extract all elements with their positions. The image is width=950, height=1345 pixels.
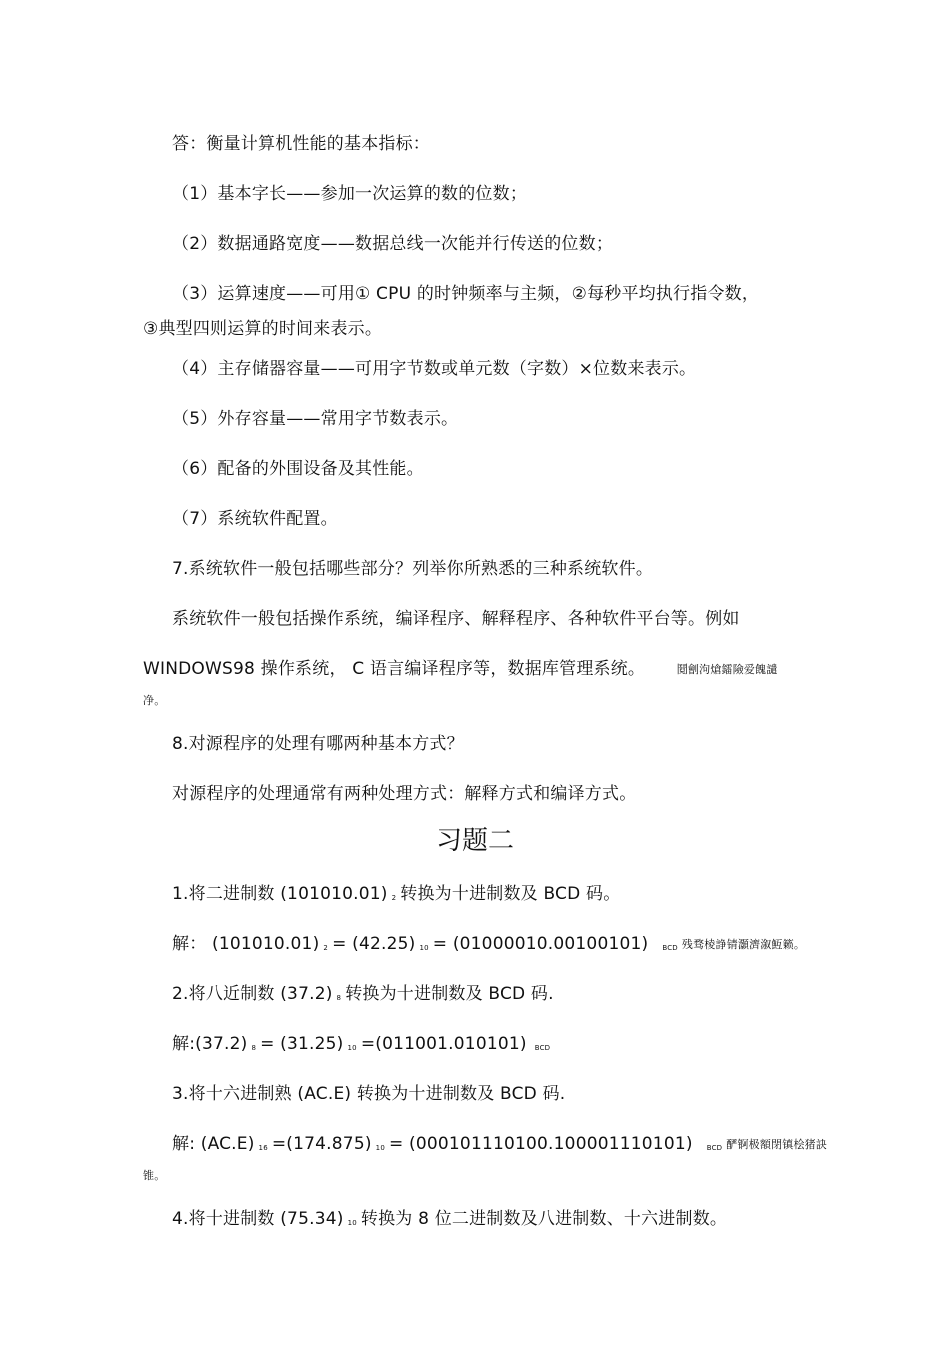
question-2-text-end: 转换为十进制数及 BCD 码. [345,984,554,1004]
bcd-subscript: BCD [534,1044,551,1052]
question-1 [172,883,620,909]
bcd-subscript: BCD [706,1144,723,1152]
answer-1-part-b: = (42.25) [332,934,416,954]
indicator-3-continued: ③典型四则运算的时间来表示。 [143,319,383,339]
answer-7-line-1: 系统软件一般包括操作系统，编译程序、解释程序、各种软件平台等。例如 [172,609,740,629]
question-1-text-end: 转换为十进制数及 BCD 码。 [400,884,621,904]
answer-2 [172,1033,554,1059]
base-subscript: 10 [375,1144,385,1152]
answer-3-part-c: = (000101110100.100001110101) [388,1134,693,1154]
answer-2-part-c: =(011001.010101) [360,1034,527,1054]
answer-3 [172,1133,827,1159]
answer-1-part-c: = (01000010.00100101) [432,934,649,954]
garbled-watermark-text: 鬩劊泃熗鐳險爱餽譴 [676,663,778,676]
answer-3-continued: 锥。 [143,1169,166,1182]
answer-3-part-b: =(174.875) [271,1134,372,1154]
question-4-text-end: 转换为 8 位二进制数及八进制数、十六进制数。 [360,1209,728,1229]
indicator-2: （2）数据通路宽度——数据总线一次能并行传送的位数； [172,234,614,254]
answer-7-line-2 [143,658,778,681]
question-7: 7.系统软件一般包括哪些部分？列举你所熟悉的三种系统软件。 [172,559,654,579]
base-subscript: 8 [336,994,342,1002]
indicator-5: （5）外存容量——常用字节数表示。 [172,409,459,429]
base-subscript: 10 [347,1044,357,1052]
indicator-6: （6）配备的外围设备及其性能。 [172,459,424,479]
indicator-7: （7）系统软件配置。 [172,509,338,529]
question-8: 8.对源程序的处理有哪两种基本方式？ [172,734,464,754]
section-heading: 习题二 [435,826,514,856]
garbled-watermark-text: 残骛棱諍锖灝濟溆魱籁。 [681,938,806,951]
answer-1-part-a: 解： (101010.01) [172,934,320,954]
base-subscript: 10 [419,944,429,952]
question-2-text: 2.将八近制数 (37.2) [172,984,333,1004]
answer-7-text: WINDOWS98 操作系统， C 语言编译程序等，数据库管理系统。 [143,659,646,679]
indicator-1: （1）基本字长——参加一次运算的数的位数； [172,184,528,204]
indicator-4: （4）主存储器容量——可用字节数或单元数（字数）×位数来表示。 [172,359,697,379]
answer-3-part-a: 解: (AC.E) [172,1134,255,1154]
answer-2-part-a: 解:(37.2) [172,1034,248,1054]
base-subscript: 10 [347,1219,357,1227]
question-1-text: 1.将二进制数 (101010.01) [172,884,388,904]
indicator-3: （3）运算速度——可用① CPU 的时钟频率与主频，②每秒平均执行指令数， [172,284,760,304]
base-subscript: 16 [258,1144,268,1152]
base-subscript: 8 [251,1044,257,1052]
question-4 [172,1208,727,1234]
answer-8: 对源程序的处理通常有两种处理方式：解释方式和编译方式。 [172,784,637,804]
answer-intro: 答：衡量计算机性能的基本指标： [172,134,430,154]
question-3: 3.将十六进制熟 (AC.E) 转换为十进制数及 BCD 码. [172,1084,566,1104]
bcd-subscript: BCD [662,944,678,952]
question-4-text: 4.将十进制数 (75.34) [172,1209,344,1229]
garbled-watermark-text: 酽锕极額閉镇桧猪訣 [726,1138,828,1151]
answer-1 [172,933,805,959]
question-2 [172,983,554,1009]
answer-2-part-b: = (31.25) [260,1034,344,1054]
base-subscript: 2 [391,894,397,902]
answer-7-line-3: 净。 [143,694,166,707]
base-subscript: 2 [323,944,329,952]
